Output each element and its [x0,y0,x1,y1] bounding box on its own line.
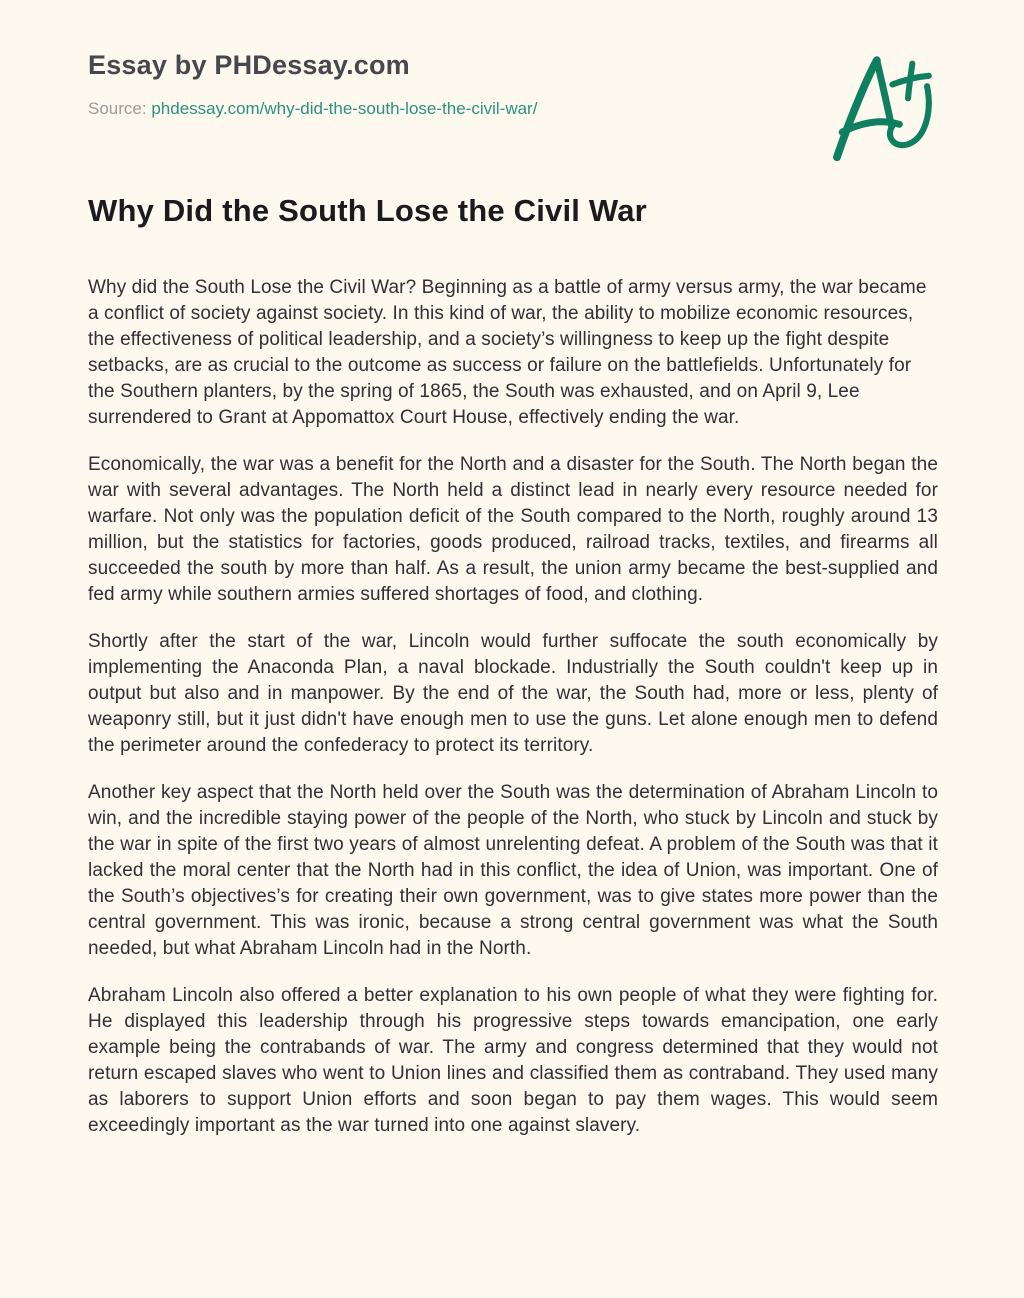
essay-paragraph-5: Abraham Lincoln also offered a better explanation to his own people of what they were fighting for. He displayed this leadership through his progressive steps towards emancipation, one early example being the contrabands of war. The army and congress determined that they would not return escaped slaves who went to Union lines and classified them as contraband. They used many as laborers to support Union efforts and soon began to pay them wages. This would seem exceedingly important as the war turned into one against slavery. [88,985,938,1136]
a-plus-logo-icon [830,48,934,166]
essay-paragraph-2: Economically, the war was a benefit for the North and a disaster for the South. The North began the war with several advantages. The North held a distinct lead in nearly every resource needed for warfare. Not only was the population deficit of the South compared to the North, roughly around 13 million, but the statistics for factories, goods produced, railroad tracks, textiles, and firearms all succeeded the south by more than half. As a result, the union army became the best-supplied and fed army while southern armies suffered shortages of food, and clothing. [88,454,938,605]
essay-paragraph-3: Shortly after the start of the war, Lincoln would further suffocate the south economically by implementing the Anaconda Plan, a naval blockade. Industrially the South couldn't keep up in output but also and in manpower. By the end of the war, the South had, more or less, plenty of weaponry still, but it just didn't have enough men to use the guns. Let alone enough men to defend the perimeter around the confederacy to protect its territory. [88,631,938,756]
essay-paragraph-1: Why did the South Lose the Civil War? Beginning as a battle of army versus army, the war became a conflict of society against society. In this kind of war, the ability to mobilize economic resources, the effectiveness of political leadership, and a society’s willingness to keep up the fight despite setbacks, are as crucial to the outcome as success or failure on the battlefields. Unfortunately for the Southern planters, by the spring of 1865, the South was exhausted, and on April 9, Lee surrendered to Grant at Appomattox Court House, effectively ending the war. [88,277,927,428]
source-link[interactable]: phdessay.com/why-did-the-south-lose-the-civil-war/ [151,99,538,118]
source-label: Source: [88,99,147,118]
page-header [88,50,938,119]
essay-body [88,275,938,1139]
essay-title: Why Did the South Lose the Civil War [88,193,647,228]
header-title: Essay by PHDessay.com [88,50,410,80]
source-line [88,99,938,119]
essay-paragraph-4: Another key aspect that the North held over the South was the determination of Abraham Lincoln to win, and the incredible staying power of the people of the North, who stuck by Lincoln and stuck by the war in spite of the first two years of almost unrelenting defeat. A problem of the South was that it lacked the moral center that the North had in this conflict, the idea of Union, was important. One of the South’s objectives’s for creating their own government, was to give states more power than the central government. This was ironic, because a strong central government was what the South needed, but what Abraham Lincoln had in the North. [88,782,938,959]
